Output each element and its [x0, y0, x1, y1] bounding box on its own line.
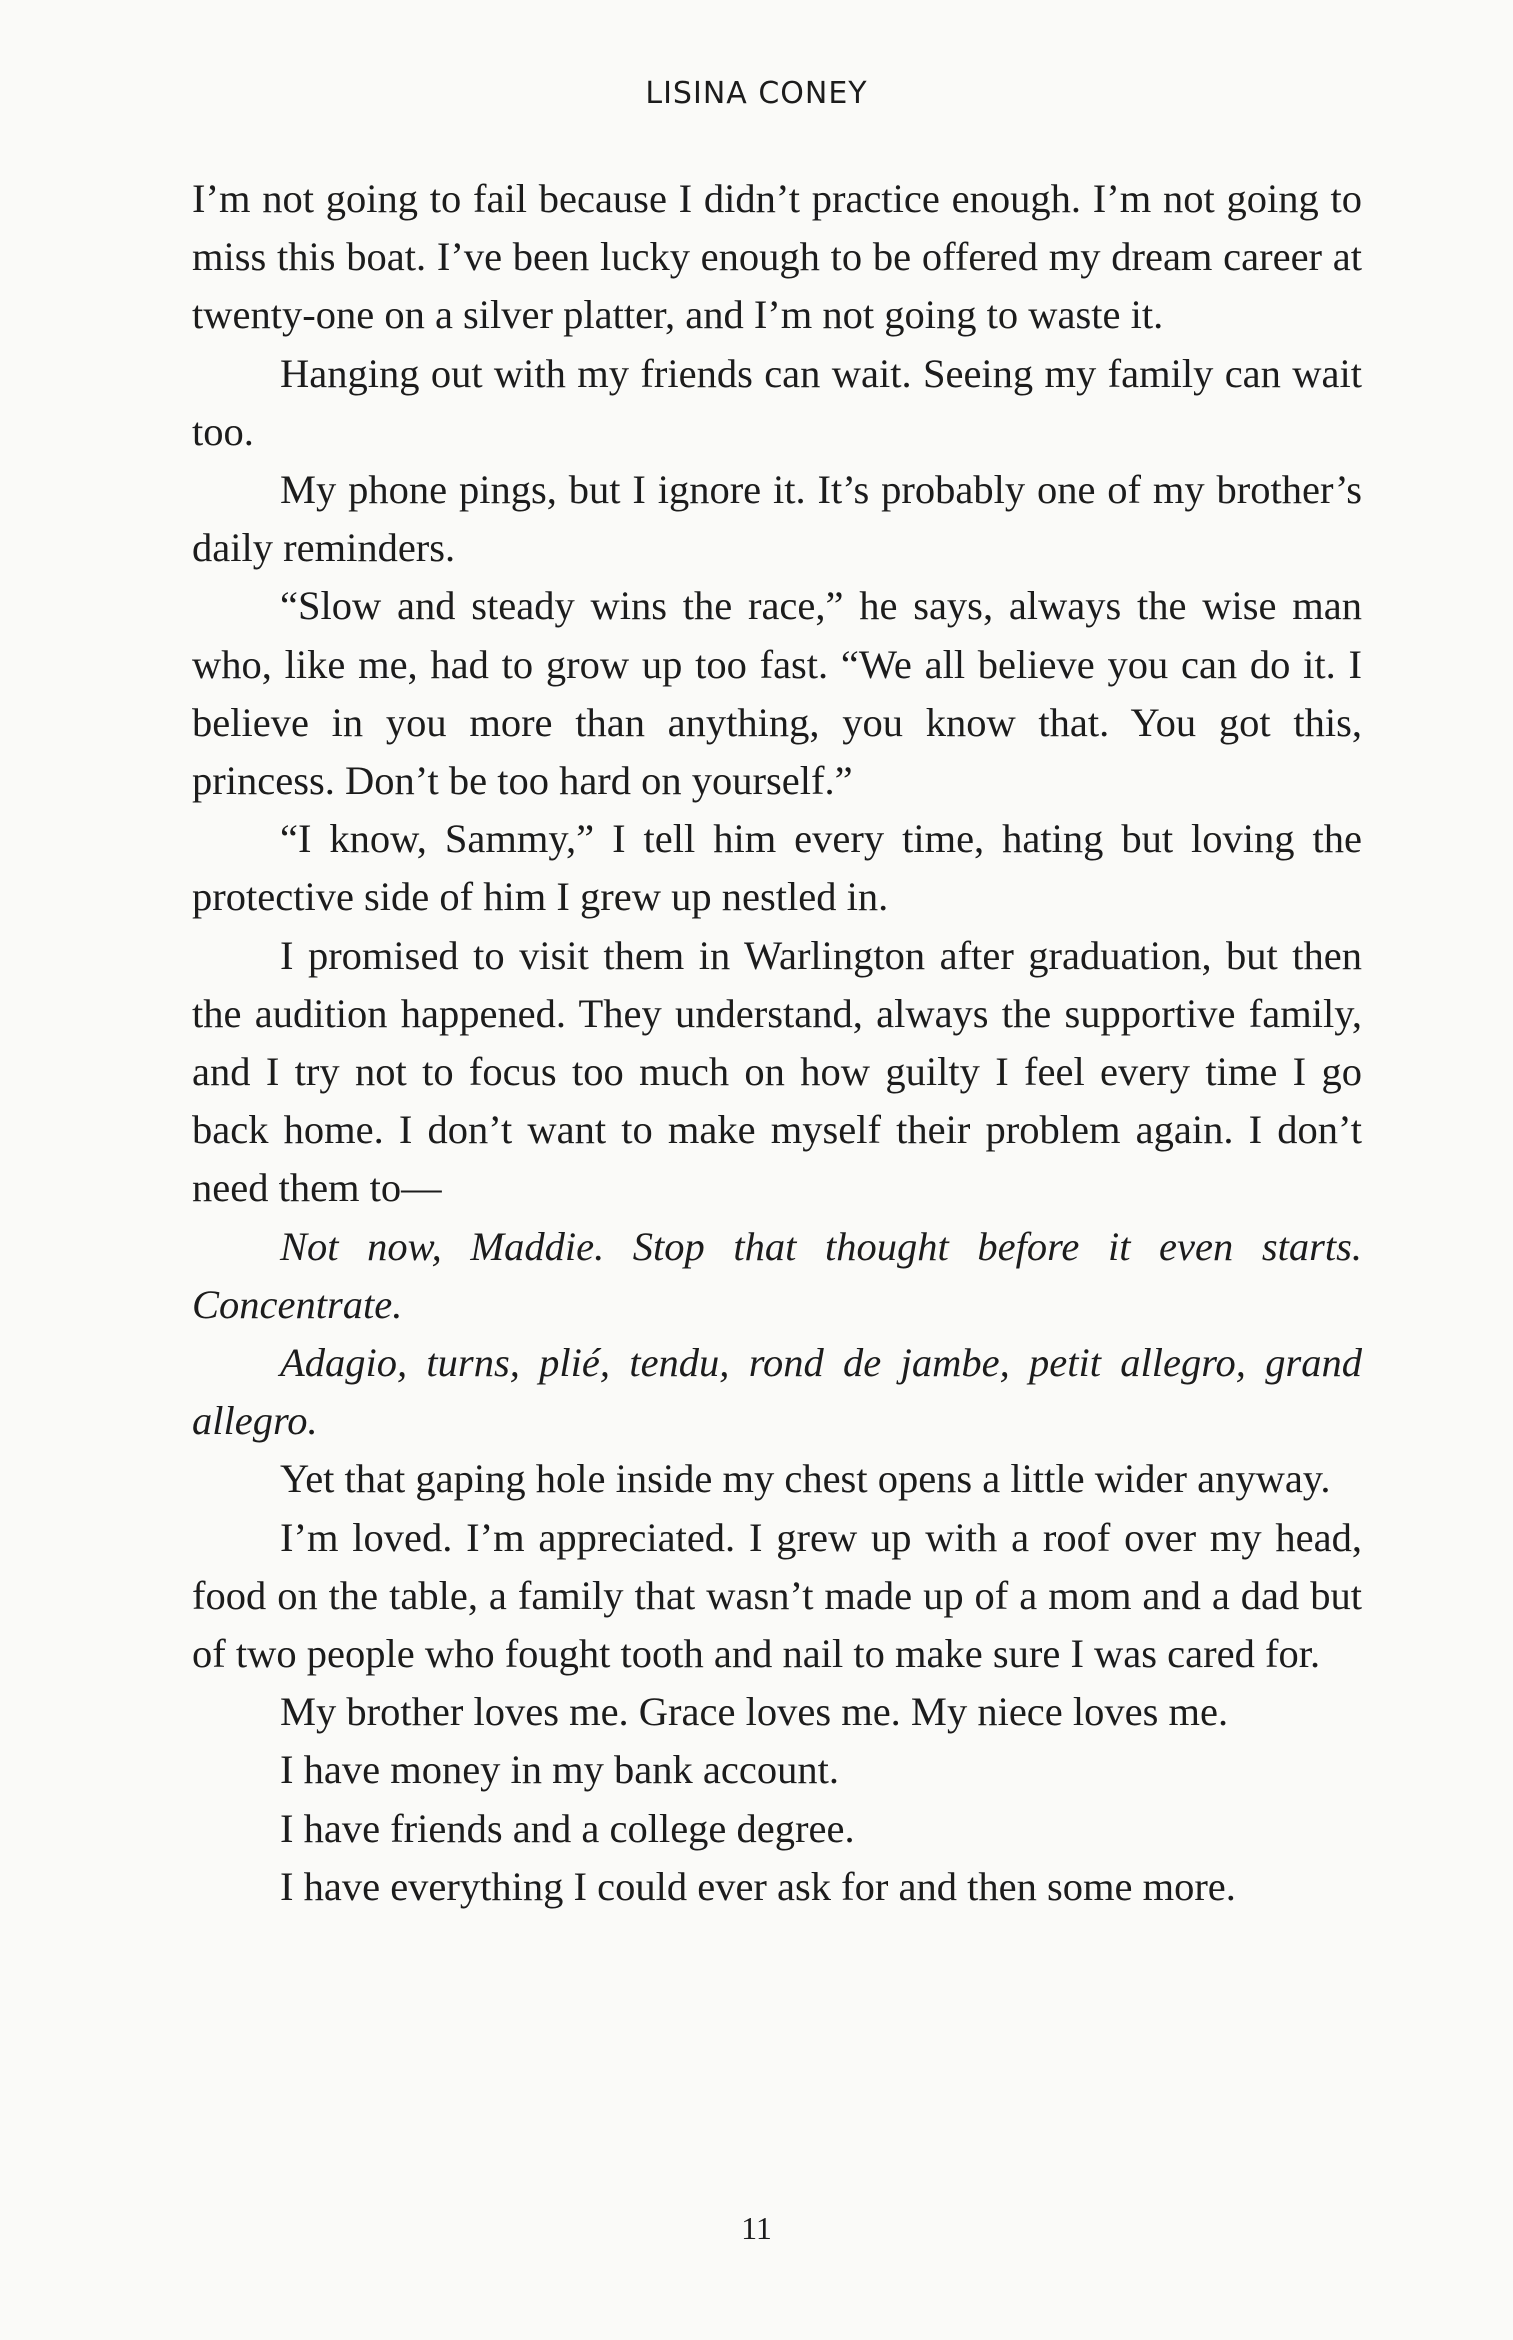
running-head-author: LISINA CONEY — [645, 76, 868, 111]
paragraph: I’m not going to fail because I didn’t practice enough. I’m not going to miss this boat. I’ve been lucky enough to be offered my dream career at twenty-one on a silver platter, and I’m not going to waste it. — [192, 176, 1362, 338]
paragraph: My brother loves me. Grace loves me. My niece loves me. — [280, 1689, 1229, 1735]
paragraph: I have money in my bank account. — [280, 1747, 839, 1793]
paragraph: I promised to visit them in Warlington after graduation, but then the audition happened. They understand, always the supportive family, and I try not to focus too much on how guilty I feel every time I go back home. I don’t want to make myself their problem again. I don’t need them to— — [192, 932, 1362, 1211]
paragraph-italic: Not now, Maddie. Stop that thought before it even starts. Concentrate. — [192, 1223, 1362, 1327]
paragraph: Hanging out with my friends can wait. Seeing my family can wait too. — [192, 350, 1362, 454]
paragraph: My phone pings, but I ignore it. It’s probably one of my brother’s daily reminders. — [192, 467, 1362, 571]
body-text — [192, 170, 1362, 1916]
paragraph: I have everything I could ever ask for and then some more. — [280, 1863, 1236, 1909]
paragraph-italic: Adagio, turns, plié, tendu, rond de jambe, petit allegro, grand allegro. — [192, 1340, 1362, 1444]
paragraph: “Slow and steady wins the race,” he says, always the wise man who, like me, had to grow up too fast. “We all believe you can do it. I believe in you more than anything, you know that. You got this, princess. Don’t be too hard on yourself.” — [192, 583, 1362, 804]
paragraph: I have friends and a college degree. — [280, 1805, 855, 1851]
paragraph: I’m loved. I’m appreciated. I grew up with a roof over my head, food on the table, a family that wasn’t made up of a mom and a dad but of two people who fought tooth and nail to make sure I was cared for. — [192, 1514, 1362, 1677]
paragraph: “I know, Sammy,” I tell him every time, hating but loving the protective side of him I grew up nestled in. — [192, 816, 1362, 920]
page-number: 11 — [741, 2210, 772, 2246]
paragraph: Yet that gaping hole inside my chest opens a little wider anyway. — [280, 1456, 1331, 1502]
